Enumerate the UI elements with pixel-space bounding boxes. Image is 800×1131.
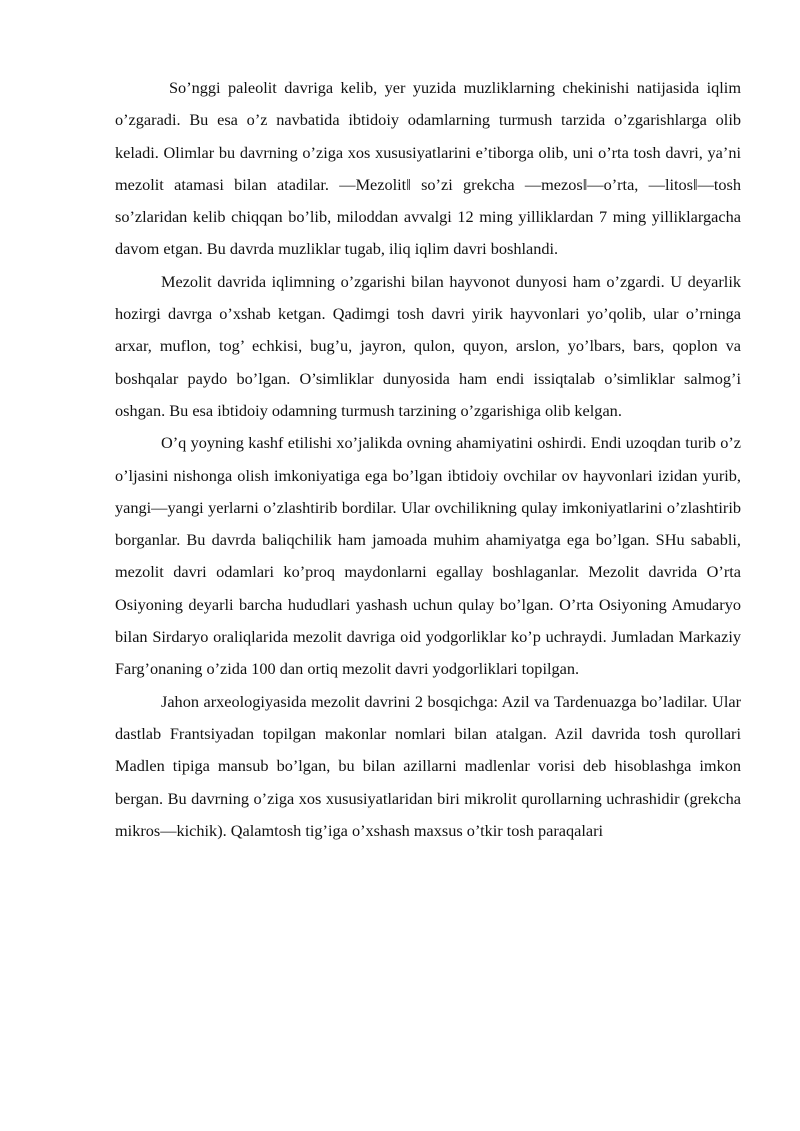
paragraph-fauna-flora: Mezolit davrida iqlimning o’zgarishi bilan hayvonot dunyosi ham o’zgardi. U deyarlik hozirgi davrga o’xshab ketgan. Qadimgi tosh davri yirik hayvonlari yo’qolib, ular o’rninga arxar, muflon, tog’ echkisi, bug’u, jayron, qulon, quyon, arslon, yo’lbars, bars, qoplon va boshqalar paydo bo’lgan. O’simliklar dunyosida ham endi issiqtalab o’simliklar salmog’i oshgan. Bu esa ibtidoiy odamning turmush tarzining o’zgarishiga olib kelgan. bbox=[115, 271, 741, 420]
document-page bbox=[115, 72, 741, 847]
paragraph-bow-hunting: O’q yoyning kashf etilishi xo’jalikda ovning ahamiyatini oshirdi. Endi uzoqdan turib o’z o’ljasini nishonga olish imkoniyatiga ega bo’lgan ibtidoiy ovchilar ov hayvonlari izidan yurib, yangi―yangi yerlarni o’zlashtirib bordilar. Ular ovchilikning qulay imkoniyatlarini o’zlashtirib borganlar. Bu davrda baliqchilik ham jamoada muhim ahamiyatga ega bo’lgan. SHu sababli, mezolit davri odamlari ko’proq maydonlarni egallay boshlaganlar. Mezolit davrida O’rta Osiyoning deyarli barcha hududlari yashash uchun qulay bo’lgan. O’rta Osiyoning Amudaryo bilan Sirdaryo oraliqlarida mezolit davriga oid yodgorliklar ko’p uchraydi. Jumladan Markaziy Farg’onaning o’zida 100 dan ortiq mezolit davri yodgorliklari topilgan. bbox=[115, 433, 741, 679]
paragraph-mezolit-intro: So’nggi paleolit davriga kelib, yer yuzida muzliklarning chekinishi natijasida iqlim o’zgaradi. Bu esa o’z navbatida ibtidoiy odamlarning turmush tarzida o’zgarishlarga olib keladi. Olimlar bu davrning o’ziga xos xususiyatlarini e’tiborga olib, uni o’rta tosh davri, ya’ni mezolit atamasi bilan atadilar. ―Mezolit‖ so’zi grekcha ―mezos‖―o’rta, ―litos‖―tosh so’zlaridan kelib chiqqan bo’lib, miloddan avvalgi 12 ming yilliklardan 7 ming yilliklargacha davom etgan. Bu davrda muzliklar tugab, iliq iqlim davri boshlandi. bbox=[115, 78, 741, 259]
paragraph-azil-tardenuaz: Jahon arxeologiyasida mezolit davrini 2 bosqichga: Azil va Tardenuazga bo’ladilar. Ular dastlab Frantsiyadan topilgan makonlar nomlari bilan atalgan. Azil davrida tosh qurollari Madlen tipiga mansub bo’lgan, bu bilan azillarni madlenlar vorisi deb hisoblashga imkon bergan. Bu davrning o’ziga xos xususiyatlaridan biri mikrolit qurollarning uchrashidir (grekcha mikros―kichik). Qalamtosh tig’iga o’xshash maxsus o’tkir tosh paraqalari bbox=[115, 691, 741, 840]
